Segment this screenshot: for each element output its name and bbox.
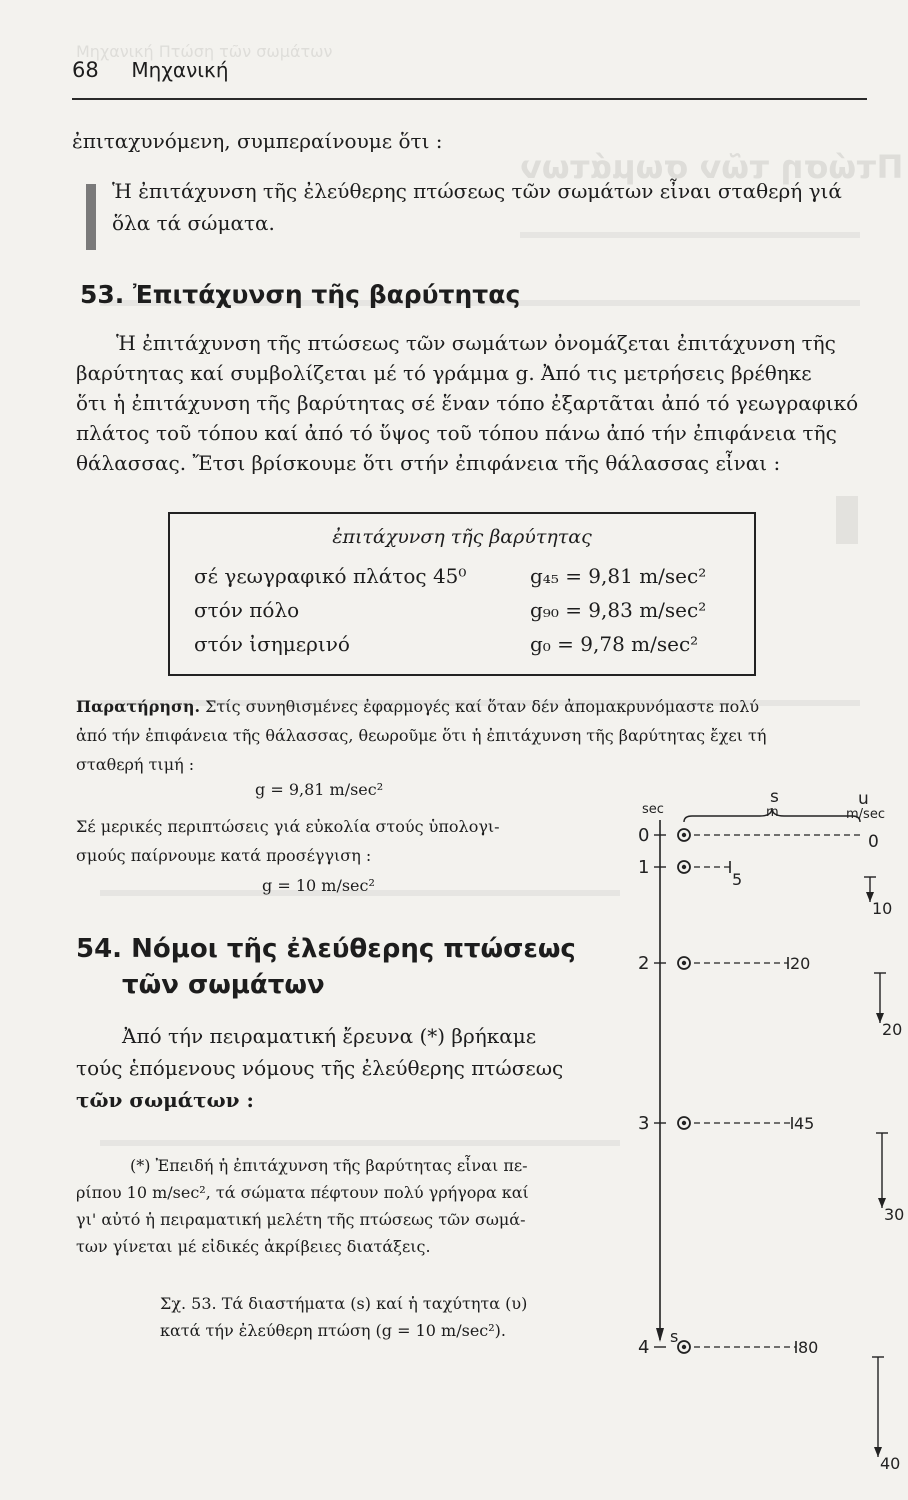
footnote (76, 1152, 596, 1260)
note-line: Στίς συνηθισμένες ἐφαρμογές καί ὅταν δέν ἀπομακρυνόμαστε πολύ (200, 697, 760, 716)
free-fall-diagram (620, 780, 908, 1473)
section-54-heading-line2: τῶν σωμάτων (122, 970, 325, 1000)
distance-unit-label: m (766, 805, 779, 820)
time-tick-label: 0 (638, 825, 650, 846)
box-row-value: g₉₀ = 9,83 m/sec² (530, 598, 707, 622)
highlight-statement: Ἡ ἐπιτάχυνση τῆς ἐλεύθερης πτώσεως τῶν σωμάτων εἶναι σταθερή γιά ὅλα τά σώματα. (112, 179, 842, 235)
paragraph-line: θάλασσας. Ἔτσι βρίσκουμε ὅτι στήν ἐπιφάνεια τῆς θάλασσας εἶναι : (76, 451, 781, 475)
box-title: ἐπιτάχυνση τῆς βαρύτητας (332, 526, 592, 548)
velocity-value-label: 40 (880, 1454, 901, 1473)
box-row-label: στόν ἰσημερινό (194, 632, 350, 656)
equation-g-981: g = 9,81 m/sec² (255, 780, 384, 799)
box-row-value: g₀ = 9,78 m/sec² (530, 632, 699, 656)
box-row-value: g₄₅ = 9,81 m/sec² (530, 564, 707, 588)
velocity-value-label: 20 (882, 1020, 903, 1039)
equation-g-10: g = 10 m/sec² (262, 876, 375, 895)
time-axis-arrow (656, 1328, 664, 1342)
velocity-axis-label: u (858, 789, 869, 809)
velocity-unit-label: m/sec (846, 807, 885, 822)
text-line: τῶν σωμάτων : (76, 1088, 254, 1112)
section-54-heading: 54. Νόμοι τῆς ἐλεύθερης πτώσεως (76, 934, 576, 964)
caption-line: κατά τήν ἐλεύθερη πτώση (g = 10 m/sec²). (160, 1321, 506, 1340)
footnote-line: των γίνεται μέ εἰδικές ἀκρίβειες διατάξεις. (76, 1237, 431, 1256)
gravity-values-box (168, 512, 756, 676)
approx-line: Σέ μερικές περιπτώσεις γιά εὐκολία στούς ὑπολογι- (76, 817, 500, 836)
approx-line: σμούς παίρνουμε κατά προσέγγιση : (76, 846, 372, 865)
time-tick-label: 4 (638, 1337, 650, 1358)
velocity-value-label: 10 (872, 899, 893, 918)
time-tick-label: 1 (638, 857, 650, 878)
note-line: ἀπό τήν ἐπιφάνεια τῆς θάλασσας, θεωροῦμε ὅτι ἡ ἐπιτάχυνση τῆς βαρύτητας ἔχει τή (76, 726, 767, 745)
bottom-label: s (670, 1327, 679, 1346)
distance-axis-label: s (770, 787, 779, 807)
box-row-label: στόν πόλο (194, 598, 300, 622)
approx-paragraph (76, 812, 596, 870)
section-53-paragraph (76, 328, 876, 478)
footnote-line: (*) Ἐπειδή ἡ ἐπιτάχυνση τῆς βαρύτητας εἶναι πε- (130, 1156, 528, 1175)
ghost-bar (836, 496, 858, 544)
falling-ball-center (682, 1345, 686, 1349)
distance-value-label: 5 (732, 870, 743, 889)
text-line: Ἀπό τήν πειραματική ἔρευνα (*) βρήκαμε (122, 1024, 537, 1048)
ghost-line (100, 1140, 620, 1146)
footnote-line: γι' αὐτό ἡ πειραματική μελέτη τῆς πτώσεως τῶν σωμά- (76, 1210, 526, 1229)
page-number: 68 (72, 58, 99, 82)
header-rule (72, 98, 867, 100)
section-54-text (76, 1020, 596, 1116)
time-unit-label: sec (642, 802, 664, 817)
time-tick-label: 2 (638, 953, 650, 974)
paragraph-line: Ἡ ἐπιτάχυνση τῆς πτώσεως τῶν σωμάτων ὀνομάζεται ἐπιτάχυνση τῆς (116, 331, 836, 355)
figure-caption (160, 1290, 620, 1344)
falling-ball-center (682, 961, 686, 965)
distance-value-label: 20 (790, 954, 811, 973)
distance-value-label: 45 (794, 1114, 815, 1133)
velocity-value-label: 30 (884, 1205, 905, 1224)
paragraph-line: πλάτος τοῦ τόπου καί ἀπό τό ὕψος τοῦ τόπου πάνω ἀπό τήν ἐπιφάνεια τῆς (76, 421, 837, 445)
distance-value-label: 80 (798, 1338, 819, 1357)
ghost-title: Πτώση τῶν σωμάτων (520, 148, 904, 186)
paragraph-line: ὅτι ἡ ἐπιτάχυνση τῆς βαρύτητας σέ ἕναν τόπο ἐξαρτᾶται ἀπό τό γεωγραφικό (76, 391, 859, 415)
footnote-line: ρίπου 10 m/sec², τά σώματα πέφτουν πολύ γρήγορα καί (76, 1183, 529, 1202)
velocity-value-label: 0 (868, 832, 879, 852)
section-53-heading: 53. Ἐπιτάχυνση τῆς βαρύτητας (80, 280, 521, 309)
intro-line: ἐπιταχυνόμενη, συμπεραίνουμε ὅτι : (72, 129, 443, 153)
note-label: Παρατήρηση. (76, 697, 201, 716)
highlight-bar (86, 184, 96, 250)
time-tick-label: 3 (638, 1113, 650, 1134)
note-paragraph (76, 692, 876, 779)
paragraph-line: βαρύτητας καί συμβολίζεται μέ τό γράμμα g. Ἀπό τις μετρήσεις βρέθηκε (76, 361, 812, 385)
page-header (72, 58, 229, 82)
ghost-header: Μηχανική Πτώση τῶν σωμάτων (76, 42, 333, 61)
caption-line: Σχ. 53. Τά διαστήματα (s) καί ἡ ταχύτητα (υ) (160, 1294, 528, 1313)
running-title: Μηχανική (131, 58, 229, 82)
falling-ball-center (682, 1121, 686, 1125)
falling-ball-center (682, 833, 686, 837)
falling-ball-center (682, 865, 686, 869)
box-row-label: σέ γεωγραφικό πλάτος 45⁰ (194, 564, 467, 588)
note-line: σταθερή τιμή : (76, 755, 195, 774)
text-line: τούς ἑπόμενους νόμους τῆς ἐλεύθερης πτώσεως (76, 1056, 564, 1080)
